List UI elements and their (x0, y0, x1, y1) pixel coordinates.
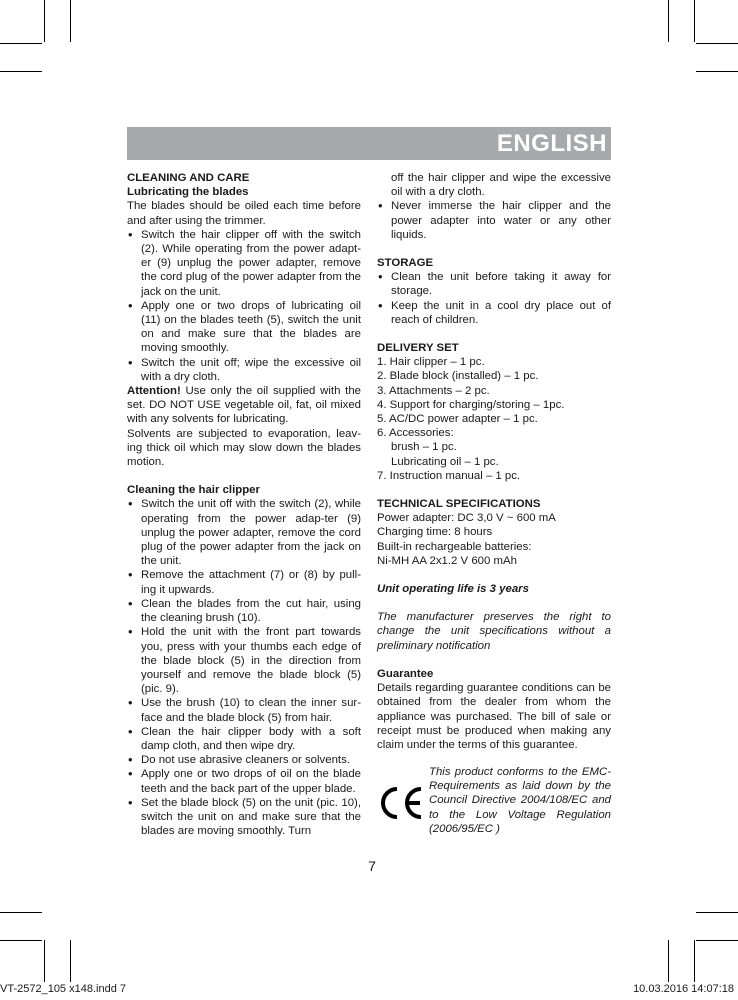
guarantee-text: Details regarding guarantee conditions can be obtained from the dealer from whom the appliance was purchased. The bill of sale or receipt must be produced when making any claim under the terms of this guarantee. (377, 682, 611, 751)
list-item: • Clean the hair clipper body with a soft damp cloth, and then wipe dry. (127, 725, 361, 753)
list-item: • Keep the unit in a cool dry place out of reach of children. (377, 299, 611, 327)
delivery-title: DELIVERY SET (377, 342, 459, 355)
crop-mark (44, 940, 45, 982)
list-item: • Switch the unit off; wipe the excessive oil with a dry cloth. (127, 356, 361, 384)
list-item: • Remove the attachment (7) or (8) by pull-ing it upwards. (127, 568, 361, 596)
list-item: brush – 1 pc. (391, 441, 457, 454)
list-item: 2. Blade block (installed) – 1 pc. (377, 370, 539, 383)
page-number: 7 (368, 858, 376, 874)
crop-mark (0, 71, 42, 72)
footer-file: VT-2572_105 x148.indd 7 (0, 983, 126, 995)
ce-text: This product conforms to the EMC-Requirements as laid down by the Council Directive 2004/108/EC and to the Low Voltage Regulation (2006/95/EC ) (429, 766, 611, 835)
crop-mark (696, 71, 738, 72)
lubricating-title: Lubricating the blades (127, 186, 249, 199)
lubricating-steps (127, 228, 361, 384)
attention-text: Use only the oil supplied with the set. DO NOT USE vegetable oil, fat, oil mixed with any solvents for lubricating. (127, 385, 361, 426)
delivery-list (377, 355, 611, 483)
crop-mark (696, 940, 738, 941)
solvents-paragraph: Solvents are subjected to evaporation, leav-ing thick oil which may slow down the blades motion. (127, 427, 361, 469)
list-item: • Never immerse the hair clipper and the power adapter into water or any other liquids. (377, 199, 611, 242)
tech-title: TECHNICAL SPECIFICATIONS (377, 498, 541, 511)
language-title: ENGLISH (496, 130, 607, 157)
list-item: • Apply one or two drops of lubricating oil (11) on the blades teeth (5), switch the unit on and make sure that the blades are moving smoothly. (127, 299, 361, 356)
list-item: Lubricating oil – 1 pc. (391, 455, 499, 468)
list-item: 4. Support for charging/storing – 1pc. (377, 398, 565, 411)
language-header (127, 127, 611, 160)
crop-mark (694, 940, 695, 982)
crop-mark (668, 0, 669, 42)
attention-label: Attention! (127, 385, 181, 398)
list-item: 1. Hair clipper – 1 pc. (377, 356, 485, 369)
clipper-title: Cleaning the hair clipper (127, 484, 260, 497)
left-column (127, 171, 361, 838)
list-item: • Switch the unit off with the switch (2), while operating from the power adap-ter (9) unplug the power adapter, remove the cord plug of the power adapter from the jack on the unit. (127, 497, 361, 568)
tech-line: Ni-MH AA 2x1.2 V 600 mAh (377, 554, 517, 567)
list-item: 6. Accessories: (377, 427, 454, 440)
crop-mark (70, 940, 71, 982)
crop-mark (668, 940, 669, 982)
cleaning-title: CLEANING AND CARE (127, 172, 250, 184)
attention-paragraph (127, 384, 361, 427)
list-item: • Use the brush (10) to clean the inner sur-face and the blade block (5) from hair. (127, 696, 361, 724)
list-item: • Do not use abrasive cleaners or solvents. (127, 753, 361, 767)
storage-title: STORAGE (377, 257, 434, 270)
crop-mark (694, 0, 695, 42)
ce-mark-icon (377, 785, 425, 821)
guarantee-title: Guarantee (377, 667, 434, 680)
crop-mark (0, 940, 42, 941)
right-column (377, 171, 611, 752)
life-text: Unit operating life is 3 years (377, 583, 529, 596)
clipper-steps (127, 497, 361, 838)
list-item: • Set the blade block (5) on the unit (pic. 10), switch the unit on and make sure that the blades are moving smoothly. Turn (127, 796, 361, 839)
tech-line: Power adapter: DC 3,0 V ~ 600 mA (377, 512, 556, 525)
lubricating-intro: The blades should be oiled each time before and after using the trimmer. (127, 200, 361, 227)
tech-line: Charging time: 8 hours (377, 526, 493, 539)
list-item: 5. AC/DC power adapter – 1 pc. (377, 413, 538, 426)
crop-mark (696, 912, 738, 913)
crop-mark (44, 0, 45, 42)
crop-mark (70, 0, 71, 42)
list-item: • Switch the hair clipper off with the switch (2). While operating from the power adapt-er (9) unplug the power adapter, remove the cord plug of the power adapter from the jack on the unit. (127, 228, 361, 299)
crop-mark (696, 43, 738, 44)
tech-line: Built-in rechargeable batteries: (377, 540, 532, 553)
list-item: • Clean the unit before taking it away for storage. (377, 270, 611, 298)
storage-steps (377, 270, 611, 327)
list-item: • Hold the unit with the front part towards you, press with your thumbs each edge of the blade block (5) in the direction from yourself and remove the blade block (5) (pic. 9). (127, 625, 361, 696)
list-item: 3. Attachments – 2 pc. (377, 384, 490, 397)
list-item: • Apply one or two drops of oil on the blade teeth and the back part of the upper blade. (127, 767, 361, 795)
continued-text: off the hair clipper and wipe the excessive oil with a dry cloth. (391, 172, 611, 199)
crop-mark (0, 43, 42, 44)
footer-timestamp: 10.03.2016 14:07:18 (633, 983, 734, 995)
continued-steps (377, 199, 611, 242)
crop-mark (0, 912, 42, 913)
manufacturer-text: The manufacturer preserves the right to change the unit specifications without a preliminary notification (377, 611, 611, 652)
ce-conformity (377, 765, 611, 845)
list-item: 7. Instruction manual – 1 pc. (377, 469, 521, 482)
list-item: • Clean the blades from the cut hair, using the cleaning brush (10). (127, 597, 361, 625)
